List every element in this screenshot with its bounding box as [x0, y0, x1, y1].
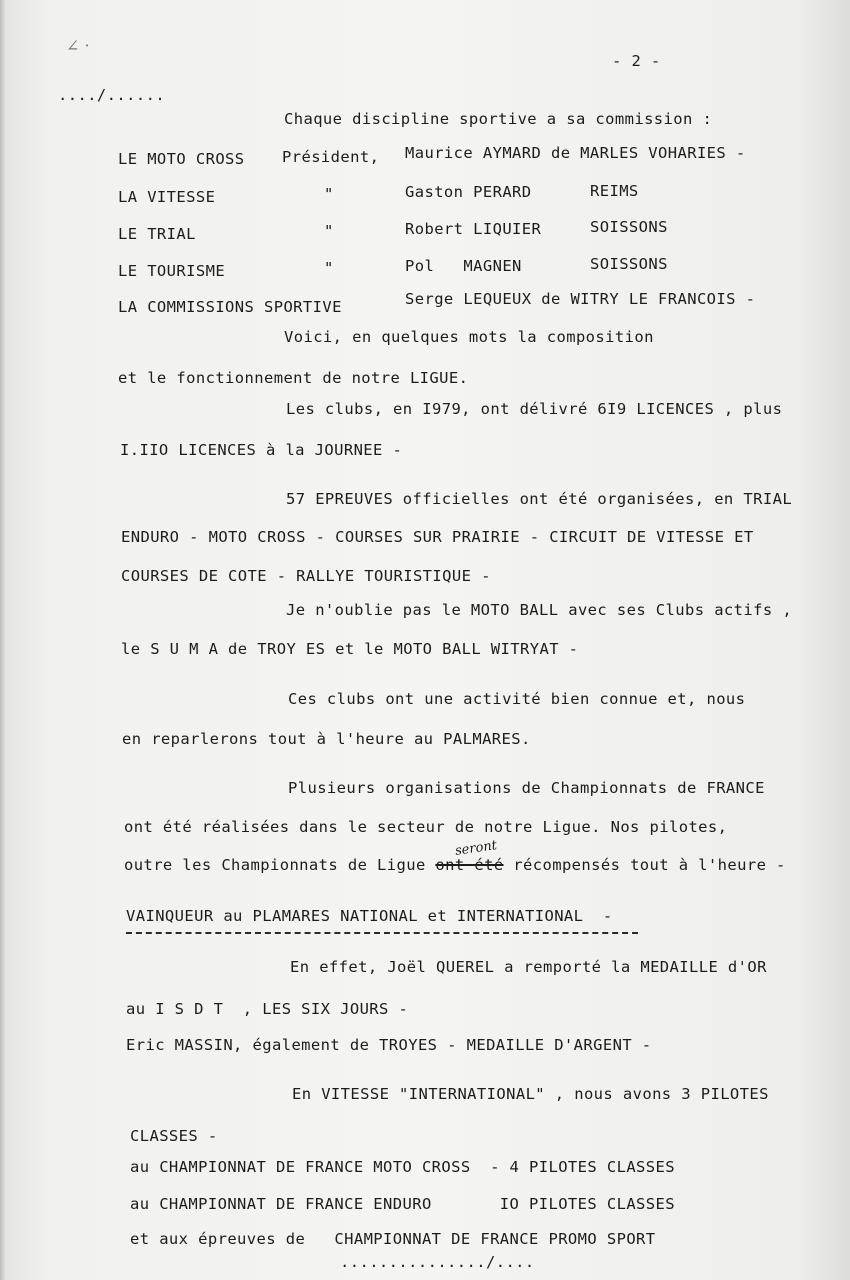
paragraph-line: ENDURO - MOTO CROSS - COURSES SUR PRAIRIE - CIRCUIT DE VITESSE ET — [121, 528, 754, 546]
struck-through-text: ont été — [435, 856, 504, 874]
paragraph-line: Plusieurs organisations de Championnats de FRANCE — [288, 779, 765, 797]
paragraph-line: au I S D T , LES SIX JOURS - — [126, 1000, 409, 1018]
commission-discipline: LE MOTO CROSS — [118, 150, 245, 168]
commission-role: " — [324, 185, 334, 203]
commission-president-name: Pol MAGNEN — [405, 257, 522, 275]
handwritten-correction: seront — [454, 838, 498, 859]
commission-city: SOISSONS — [590, 218, 668, 236]
list-line: au CHAMPIONNAT DE FRANCE MOTO CROSS - 4 PILOTES CLASSES — [130, 1158, 675, 1176]
commission-role: Président, — [282, 148, 380, 166]
commission-discipline: LA COMMISSIONS SPORTIVE — [118, 298, 342, 316]
line-text: outre les Championnats de Ligue — [124, 856, 426, 874]
paragraph-line: COURSES DE COTE - RALLYE TOURISTIQUE - — [121, 567, 491, 585]
commissions-intro: Chaque discipline sportive a sa commission : — [284, 110, 713, 128]
commission-city: REIMS — [590, 182, 639, 200]
paragraph-line: I.IIO LICENCES à la JOURNEE - — [120, 441, 403, 459]
paragraph-line: En effet, Joël QUEREL a remporté la MEDAILLE d'OR — [290, 958, 767, 976]
paragraph-line: le S U M A de TROY ES et le MOTO BALL WITRYAT - — [121, 640, 579, 658]
commission-discipline: LE TRIAL — [118, 225, 196, 243]
section-heading: VAINQUEUR au PLAMARES NATIONAL et INTERNATIONAL - — [126, 907, 613, 925]
paragraph-line: et le fonctionnement de notre LIGUE. — [118, 369, 469, 387]
paragraph-line: Voici, en quelques mots la composition — [284, 328, 654, 346]
commission-president-name: Robert LIQUIER — [405, 220, 542, 238]
paragraph-line: Eric MASSIN, également de TROYES - MEDAILLE D'ARGENT - — [126, 1036, 652, 1054]
page-number: - 2 - — [612, 52, 661, 70]
commission-president-name: Gaston PERARD — [405, 183, 532, 201]
paragraph-line: 57 EPREUVES officielles ont été organisées, en TRIAL — [286, 490, 793, 508]
line-text: récompensés tout à l'heure - — [513, 856, 786, 874]
commission-president-name: Maurice AYMARD de MARLES VOHARIES - — [405, 144, 746, 162]
commission-role: " — [324, 259, 334, 277]
paragraph-line: En VITESSE "INTERNATIONAL" , nous avons 3 PILOTES — [292, 1085, 769, 1103]
paragraph-line: Je n'oublie pas le MOTO BALL avec ses Clubs actifs , — [286, 601, 793, 619]
paragraph-line: Ces clubs ont une activité bien connue et, nous — [288, 690, 746, 708]
commission-president-name: Serge LEQUEUX de WITRY LE FRANCOIS - — [405, 290, 756, 308]
commission-city: SOISSONS — [590, 255, 668, 273]
commission-discipline: LA VITESSE — [118, 188, 216, 206]
paragraph-line: Les clubs, en I979, ont délivré 6I9 LICENCES , plus — [286, 400, 783, 418]
pencil-mark: ∠ · — [66, 36, 90, 55]
paragraph-line-with-correction — [124, 856, 786, 874]
commission-role: " — [324, 222, 334, 240]
continuation-marker-top: ..../...... — [58, 86, 166, 104]
list-line: au CHAMPIONNAT DE FRANCE ENDURO IO PILOTES CLASSES — [130, 1195, 675, 1213]
paragraph-line: ont été réalisées dans le secteur de notre Ligue. Nos pilotes, — [124, 818, 728, 836]
paragraph-line: CLASSES - — [130, 1127, 218, 1145]
list-line: et aux épreuves de CHAMPIONNAT DE FRANCE PROMO SPORT — [130, 1230, 656, 1248]
commission-discipline: LE TOURISME — [118, 262, 226, 280]
paragraph-line: en reparlerons tout à l'heure au PALMARES. — [122, 730, 531, 748]
continuation-marker-bottom: .............../.... — [340, 1253, 535, 1271]
dashed-underline — [126, 932, 638, 934]
